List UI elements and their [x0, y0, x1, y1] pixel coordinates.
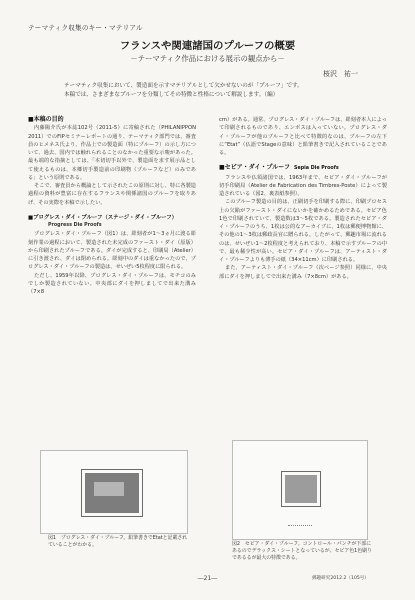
- stamp-vignette: [94, 482, 124, 496]
- section-heading-progress-die: [28, 214, 196, 222]
- paragraph: また、アーティスト・ダイ・プルーフ（次ページ参照）同様に、中央部にダイを押しましてで出来た溝み（7×8cm）がある。: [219, 265, 387, 280]
- journal-reference: 郵趣研究2012.2（105号）: [312, 576, 369, 581]
- stamp-frame: [281, 471, 321, 507]
- paragraph: プログレス・ダイ・プルーフ（図1）は、彫刻者が1～3ヵ月に渡る彫刻作業の過程において、製造された未完成のファースト・ダイ（原版）から印刷されたプルーフである。ダイが完成すると、印刷局（Atelier）に引き渡され、ダイは閉められる。彫刻中のダイは重なかったので、プログレス・ダイ・プルーフの製造は、せいぜい5枚程度に限られる。: [28, 231, 196, 271]
- control-punch-mark: [288, 525, 312, 530]
- stamp-frame: [81, 469, 143, 517]
- section-heading-purpose: ■本稿の目的: [28, 116, 64, 123]
- paragraph: このプルーフ製造の目的は、正刷切手を印刷する際に、印刷プロセス上の欠陥がファースト・ダイにないかを確かめるためである。セピア色1色で印刷されていて、製造数は3～5枚である。製造されたセピア・ダイ・プルーフのうち、1枚は公的なアーカイブに、1枚は郵便博物館に、その他の1～3枚は郵政長官に贈られる。したがって、郵趣市場に流れるのは、せいぜい1～2枚程度と考えられており、本稿で示すプルーフの中で、最も稀少性が高い。セピア・ダイ・プルーフは、アーティスト・ダイ・プルーフよりも薄手の紙（34×11cm）に印刷される。: [219, 199, 387, 263]
- right-column: [219, 116, 387, 281]
- paragraph: ただし、1959年以降、プログレス・ダイ・プルーフは、モチコのみでしか製造されていない。中央部にダイを押しましてで出来た溝み（7×8: [28, 272, 196, 295]
- heading-english: Sepia Die Proofs: [294, 166, 339, 172]
- author-name: 桜沢 祐一: [323, 70, 358, 78]
- figure-1-caption: 図1 プログレス・ダイ・プルーフ。鉛筆書きでEtatと記載されていることがわかる。: [48, 535, 188, 548]
- paragraph: そこで、審査員から概論として示されたこの原則に対し、特に各製造過程の資料が豊富に存在するフランスや関係諸国のプルーフを取りあげ、その実際を本稿で示したい。: [28, 183, 196, 206]
- heading-text: ■プログレス・ダイ・プルーフ（ステージ・ダイ・プルーフ）: [28, 214, 178, 221]
- section-heading-sepia-die: [219, 164, 387, 173]
- page-number: ―21―: [197, 575, 218, 582]
- series-topic: テーマティク収集のキー・マテリアル: [28, 24, 143, 32]
- intro-line-2: 本稿では、さまざまなプルーフを分類してその特徴と性格について解説します。（編）: [64, 92, 279, 98]
- intro-box: [58, 82, 358, 100]
- article-subtitle: －テーマティク作品における展示の観点から－: [130, 54, 285, 63]
- stamp-engraving: [285, 475, 317, 503]
- left-column: [28, 116, 196, 296]
- article-title: フランスや関連諸国のプルーフの概要: [119, 40, 296, 52]
- figure-1-image: [40, 450, 188, 534]
- figure-2-caption: 図2 セピア・ダイ・プルーフ。コントロール・パンチが下部にあるのでデラックス・シートとなっているが、セピア色1色刷りであるるが最大の特徴である。: [232, 541, 372, 561]
- heading-english: Progress Die Proofs: [48, 223, 102, 228]
- paragraph: フランスや仏領諸国では、1963年まで、セピア・ダイ・プルーフが切手印刷局（Atelier de Fabrication des Timbres-Poste）によって製造されている（図2、裏表紙参照）。: [219, 174, 387, 197]
- figure-2-image: [232, 440, 368, 540]
- heading-text: ■セピア・ダイ・プルーフ: [219, 164, 291, 172]
- intro-line-1: テーマティク収集において、製造面を示すマテリアルとして欠かせないのが「プルーフ」です。: [64, 83, 303, 89]
- paragraph: cm）がある。通常、プログレス・ダイ・プルーフは、彫刻者本人によって印刷されるものであり、エンボスは入っていない。プログレス・ダイ・プルーフが他のプルーフと比べて特徴的なのは、プルーフの左下に“Etat”（仏語でStageの意味）と鉛筆書きで記入されていることである。: [219, 117, 387, 156]
- paragraph: 内藤陽介氏が本誌102号（2011-5）に寄稿された（PHILANIPPON 2011）でのFIPセミナーレポートの通り、テーマティク部門では、審査員のヒメネス氏より、作品上での製造面（特にプルーフ）の示し方について、過去、国内では触れられることのなかった重要な示唆があった。最も端的な指摘としては、「本切切手以外で、製造面を求す展示品として使えるものは、本郷切手製造前の印刷物（プルーフなど）のみである」という原則である。: [28, 125, 196, 181]
